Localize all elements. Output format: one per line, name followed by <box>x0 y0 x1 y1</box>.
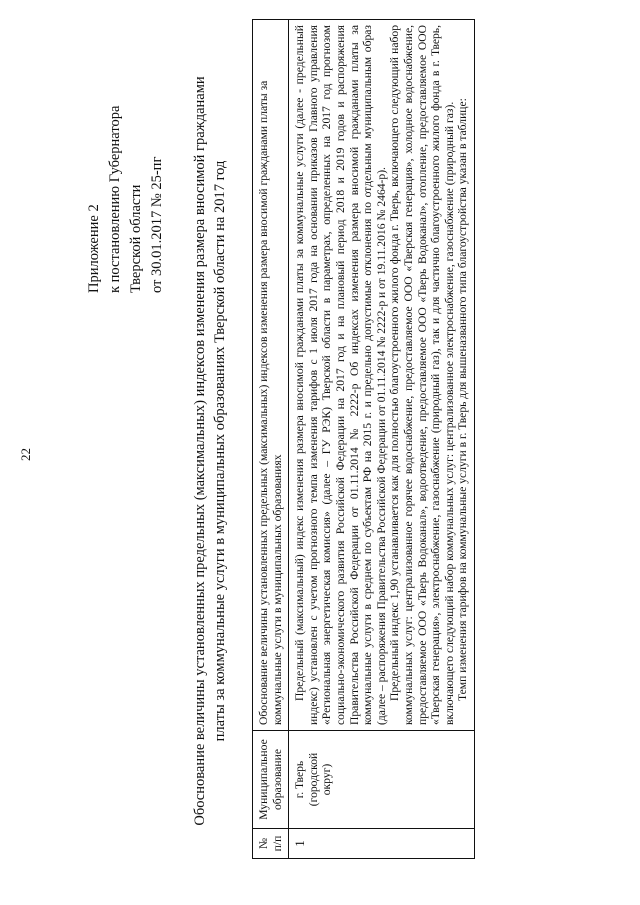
appendix-line-3: Тверской области <box>128 184 144 293</box>
appendix-line-2: к постановлению Губернатора <box>107 105 123 293</box>
appendix-block <box>84 33 168 293</box>
header-number: № п/п <box>253 829 289 859</box>
rationale-paragraph-3: Темп изменения тарифов на коммунальные услуги в г. Тверь для вышеназванного типа благоустройства указан в таблице: <box>456 98 470 701</box>
appendix-line-1: Приложение 2 <box>86 204 102 293</box>
rationale-paragraph-2: Предельный индекс 1,90 устанавливается как для полностью благоустроенного жилого фонда г. Тверь, включающего следующий набор коммунальных услуг: централизованное горячее водоснабжение, предоставляемое ООО «Тверская генерация», холодное водоснабжение, предоставляемое ООО «Тверь Водоканал», водоотведение, предоставляемое ООО «Тверь Водоканал», отопление, предоставляемое ООО «Тверская генерация», электроснабжение, газоснабжение (природный газ), так и для частично благоустроенного жилого фонда в г. Тверь, включающего следующий набор коммунальных услуг: централизованное электроснабжение, газоснабжение (природный газ). <box>388 25 456 725</box>
rationale-paragraph-1: Предельный (максимальный) индекс изменения размера вносимой гражданами платы за коммунальные услуги (далее - предельный индекс) установлен с учетом прогнозного темпа изменения тарифов с 1 июля 2017 года на основании приказов Главного управления «Региональная энергетическая комиссия» (далее – ГУ РЭК) Тверской области в параметрах, определенных на 2017 год прогнозом социально-экономического развития Российской Федерации на 2017 год и на плановый период 2018 и 2019 годов и распоряжения Правительства Российской Федерации от 01.11.2014 № 2222-р Об индексах изменения размера вносимой гражданами платы за коммунальные услуги в среднем по субъектам РФ на 2015 г. и предельно допустимые отклонения по отдельным муниципальным образ (далее – распоряжения Правительства Российской Федерации от 01.11.2014 № 2222-р и от 19.11.2016 № 2464-р). <box>293 25 388 725</box>
table-header-row <box>253 20 289 859</box>
title-line-1: Обоснование величины установленных предельных (максимальных) индексов изменения размера вносимой гражданами <box>192 76 208 826</box>
appendix-line-4: от 30.01.2017 № 25-пг <box>149 156 165 293</box>
row-number: 1 <box>289 829 475 859</box>
header-municipality: Муниципальное образование <box>253 731 289 829</box>
rationale-table <box>252 19 475 859</box>
document-title <box>190 17 230 885</box>
table-row <box>289 20 475 859</box>
page-number: 22 <box>18 448 33 461</box>
title-line-2: платы за коммунальные услуги в муниципальных образованиях Тверской области на 2017 год <box>212 160 228 742</box>
row-rationale <box>289 20 475 731</box>
row-municipality: г. Тверь (городской округ) <box>289 731 475 829</box>
header-rationale: Обоснование величины установленных предельных (максимальных) индексов изменения размера вносимой гражданами платы за коммунальные услуги в муниципальных образованиях <box>253 20 289 731</box>
